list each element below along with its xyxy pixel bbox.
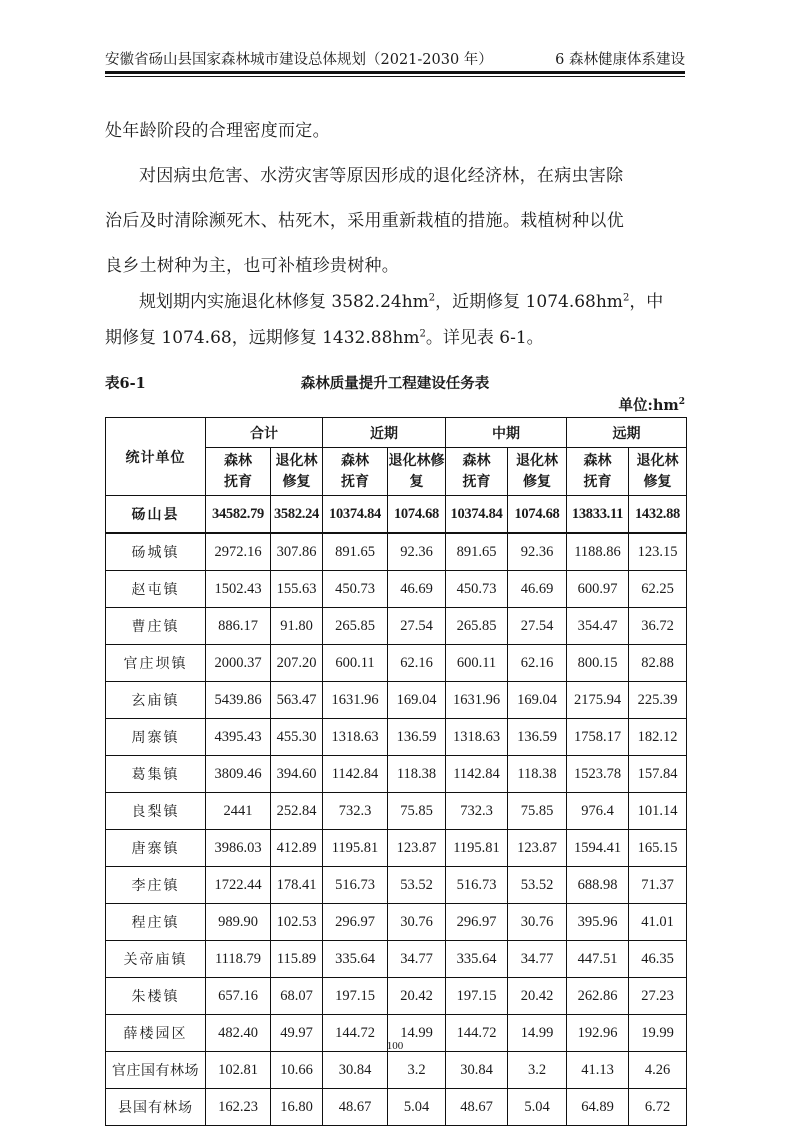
row-label: 李庄镇 xyxy=(106,867,206,904)
cell-value: 3.2 xyxy=(388,1052,446,1089)
cell-value: 4395.43 xyxy=(206,719,271,756)
column-header-tending: 森林 抚育 xyxy=(206,448,271,496)
cell-value: 123.87 xyxy=(388,830,446,867)
cell-value: 169.04 xyxy=(508,682,567,719)
cell-value: 46.69 xyxy=(508,571,567,608)
cell-value: 5439.86 xyxy=(206,682,271,719)
cell-value: 225.39 xyxy=(629,682,687,719)
cell-value: 30.76 xyxy=(388,904,446,941)
table-row xyxy=(106,533,687,571)
cell-value: 482.40 xyxy=(206,1015,271,1052)
paragraph-2-line-2 xyxy=(105,209,685,233)
table-title: 森林质量提升工程建设任务表 xyxy=(300,375,490,392)
row-label: 曹庄镇 xyxy=(106,608,206,645)
cell-value: 62.16 xyxy=(508,645,567,682)
table-row xyxy=(106,1052,687,1089)
cell-value: 1195.81 xyxy=(446,830,508,867)
cell-value: 1432.88 xyxy=(629,496,687,534)
paragraph-text: 对因病虫危害、水涝灾害等原因形成的退化经济林，在病虫害除 xyxy=(139,166,624,186)
paragraph-3-line-1 xyxy=(105,290,685,314)
superscript: 2 xyxy=(419,328,426,340)
cell-value: 82.88 xyxy=(629,645,687,682)
column-header-tending: 森林 抚育 xyxy=(446,448,508,496)
cell-value: 800.15 xyxy=(567,645,629,682)
table-row xyxy=(106,1089,687,1126)
column-header-restoration: 退化林 修复 xyxy=(629,448,687,496)
cell-value: 1142.84 xyxy=(446,756,508,793)
paragraph-1 xyxy=(105,119,685,143)
column-header-tending: 森林 抚育 xyxy=(567,448,629,496)
unit-superscript: 2 xyxy=(678,397,685,408)
cell-value: 891.65 xyxy=(446,533,508,571)
row-label: 砀山县 xyxy=(106,496,206,534)
cell-value: 3809.46 xyxy=(206,756,271,793)
cell-value: 178.41 xyxy=(271,867,323,904)
table-row xyxy=(106,571,687,608)
table-number: 表6-1 xyxy=(105,375,146,392)
cell-value: 1523.78 xyxy=(567,756,629,793)
cell-value: 265.85 xyxy=(446,608,508,645)
cell-value: 10.66 xyxy=(271,1052,323,1089)
column-group-near: 近期 xyxy=(323,418,446,448)
cell-value: 62.16 xyxy=(388,645,446,682)
column-header-restoration: 退化林 修复 xyxy=(508,448,567,496)
page-number: 100 xyxy=(386,1040,404,1052)
cell-value: 34.77 xyxy=(388,941,446,978)
cell-value: 600.97 xyxy=(567,571,629,608)
running-header xyxy=(105,47,685,69)
paragraph-text: 规划期内实施退化林修复 3582.24hm xyxy=(139,292,429,312)
cell-value: 30.76 xyxy=(508,904,567,941)
cell-value: 91.80 xyxy=(271,608,323,645)
table-row-total xyxy=(106,496,687,534)
cell-value: 2972.16 xyxy=(206,533,271,571)
cell-value: 165.15 xyxy=(629,830,687,867)
cell-value: 4.26 xyxy=(629,1052,687,1089)
cell-value: 102.53 xyxy=(271,904,323,941)
row-label: 唐寨镇 xyxy=(106,830,206,867)
cell-value: 53.52 xyxy=(388,867,446,904)
cell-value: 3986.03 xyxy=(206,830,271,867)
superscript: 2 xyxy=(622,292,630,304)
row-label: 官庄国有林场 xyxy=(106,1052,206,1089)
cell-value: 68.07 xyxy=(271,978,323,1015)
cell-value: 48.67 xyxy=(446,1089,508,1126)
cell-value: 34.77 xyxy=(508,941,567,978)
cell-value: 354.47 xyxy=(567,608,629,645)
cell-value: 123.15 xyxy=(629,533,687,571)
table-row xyxy=(106,904,687,941)
table-row xyxy=(106,719,687,756)
cell-value: 136.59 xyxy=(508,719,567,756)
cell-value: 46.35 xyxy=(629,941,687,978)
table-row xyxy=(106,608,687,645)
cell-value: 307.86 xyxy=(271,533,323,571)
row-label: 葛集镇 xyxy=(106,756,206,793)
cell-value: 101.14 xyxy=(629,793,687,830)
column-header-tending: 森林 抚育 xyxy=(323,448,388,496)
chapter-title: 6 森林健康体系建设 xyxy=(555,52,685,68)
cell-value: 265.85 xyxy=(323,608,388,645)
cell-value: 27.23 xyxy=(629,978,687,1015)
cell-value: 3582.24 xyxy=(271,496,323,534)
cell-value: 447.51 xyxy=(567,941,629,978)
cell-value: 1502.43 xyxy=(206,571,271,608)
cell-value: 49.97 xyxy=(271,1015,323,1052)
cell-value: 62.25 xyxy=(629,571,687,608)
cell-value: 118.38 xyxy=(388,756,446,793)
cell-value: 252.84 xyxy=(271,793,323,830)
cell-value: 207.20 xyxy=(271,645,323,682)
cell-value: 394.60 xyxy=(271,756,323,793)
cell-value: 92.36 xyxy=(508,533,567,571)
cell-value: 1631.96 xyxy=(323,682,388,719)
cell-value: 75.85 xyxy=(388,793,446,830)
cell-value: 989.90 xyxy=(206,904,271,941)
column-group-mid: 中期 xyxy=(446,418,567,448)
cell-value: 169.04 xyxy=(388,682,446,719)
cell-value: 1318.63 xyxy=(446,719,508,756)
row-label: 薛楼园区 xyxy=(106,1015,206,1052)
cell-value: 1118.79 xyxy=(206,941,271,978)
cell-value: 34582.79 xyxy=(206,496,271,534)
cell-value: 197.15 xyxy=(323,978,388,1015)
cell-value: 657.16 xyxy=(206,978,271,1015)
cell-value: 118.38 xyxy=(508,756,567,793)
row-label: 周寨镇 xyxy=(106,719,206,756)
paragraph-2-line-1 xyxy=(105,164,685,188)
cell-value: 115.89 xyxy=(271,941,323,978)
cell-value: 1188.86 xyxy=(567,533,629,571)
cell-value: 732.3 xyxy=(446,793,508,830)
table-row xyxy=(106,645,687,682)
cell-value: 71.37 xyxy=(629,867,687,904)
cell-value: 1074.68 xyxy=(388,496,446,534)
cell-value: 144.72 xyxy=(323,1015,388,1052)
cell-value: 6.72 xyxy=(629,1089,687,1126)
cell-value: 1195.81 xyxy=(323,830,388,867)
cell-value: 600.11 xyxy=(323,645,388,682)
cell-value: 162.23 xyxy=(206,1089,271,1126)
paragraph-text: 处年龄阶段的合理密度而定。 xyxy=(105,121,330,141)
cell-value: 563.47 xyxy=(271,682,323,719)
cell-value: 3.2 xyxy=(508,1052,567,1089)
cell-value: 46.69 xyxy=(388,571,446,608)
cell-value: 2000.37 xyxy=(206,645,271,682)
cell-value: 30.84 xyxy=(323,1052,388,1089)
row-label: 官庄坝镇 xyxy=(106,645,206,682)
cell-value: 123.87 xyxy=(508,830,567,867)
cell-value: 75.85 xyxy=(508,793,567,830)
table-unit xyxy=(618,394,685,415)
cell-value: 1594.41 xyxy=(567,830,629,867)
cell-value: 886.17 xyxy=(206,608,271,645)
column-header-restoration: 退化林修 复 xyxy=(388,448,446,496)
cell-value: 296.97 xyxy=(323,904,388,941)
header-rule-thick xyxy=(105,71,685,74)
cell-value: 296.97 xyxy=(446,904,508,941)
cell-value: 1722.44 xyxy=(206,867,271,904)
cell-value: 5.04 xyxy=(508,1089,567,1126)
paragraph-2-line-3 xyxy=(105,254,685,278)
cell-value: 36.72 xyxy=(629,608,687,645)
cell-value: 14.99 xyxy=(508,1015,567,1052)
cell-value: 262.86 xyxy=(567,978,629,1015)
row-label: 赵屯镇 xyxy=(106,571,206,608)
cell-value: 192.96 xyxy=(567,1015,629,1052)
row-label: 程庄镇 xyxy=(106,904,206,941)
cell-value: 1142.84 xyxy=(323,756,388,793)
cell-value: 30.84 xyxy=(446,1052,508,1089)
column-group-total: 合计 xyxy=(206,418,323,448)
table-row xyxy=(106,793,687,830)
cell-value: 41.13 xyxy=(567,1052,629,1089)
row-label: 良梨镇 xyxy=(106,793,206,830)
paragraph-3-line-2 xyxy=(105,326,685,350)
cell-value: 335.64 xyxy=(323,941,388,978)
cell-value: 1631.96 xyxy=(446,682,508,719)
cell-value: 16.80 xyxy=(271,1089,323,1126)
cell-value: 516.73 xyxy=(323,867,388,904)
cell-value: 19.99 xyxy=(629,1015,687,1052)
paragraph-text: 期修复 1074.68，远期修复 1432.88hm xyxy=(105,328,420,348)
cell-value: 182.12 xyxy=(629,719,687,756)
cell-value: 335.64 xyxy=(446,941,508,978)
row-label: 砀城镇 xyxy=(106,533,206,571)
column-group-far: 远期 xyxy=(567,418,687,448)
table-header-row-groups xyxy=(106,418,687,448)
cell-value: 450.73 xyxy=(446,571,508,608)
paragraph-text: ，中 xyxy=(629,292,664,312)
cell-value: 92.36 xyxy=(388,533,446,571)
cell-value: 14.99 xyxy=(388,1015,446,1052)
cell-value: 157.84 xyxy=(629,756,687,793)
cell-value: 48.67 xyxy=(323,1089,388,1126)
cell-value: 64.89 xyxy=(567,1089,629,1126)
superscript: 2 xyxy=(428,292,436,304)
cell-value: 155.63 xyxy=(271,571,323,608)
table-row xyxy=(106,941,687,978)
cell-value: 450.73 xyxy=(323,571,388,608)
cell-value: 27.54 xyxy=(388,608,446,645)
cell-value: 412.89 xyxy=(271,830,323,867)
paragraph-text: 治后及时清除濒死木、枯死木，采用重新栽植的措施。栽植树种以优 xyxy=(105,211,624,231)
row-label: 县国有林场 xyxy=(106,1089,206,1126)
row-label: 朱楼镇 xyxy=(106,978,206,1015)
table-row xyxy=(106,682,687,719)
cell-value: 732.3 xyxy=(323,793,388,830)
cell-value: 1318.63 xyxy=(323,719,388,756)
cell-value: 5.04 xyxy=(388,1089,446,1126)
paragraph-text: ，近期修复 1074.68hm xyxy=(435,292,623,312)
header-rule-thin xyxy=(105,76,685,77)
cell-value: 53.52 xyxy=(508,867,567,904)
paragraph-text: 。详见表 6-1。 xyxy=(425,328,544,348)
cell-value: 41.01 xyxy=(629,904,687,941)
cell-value: 20.42 xyxy=(508,978,567,1015)
unit-text: 单位:hm xyxy=(618,397,679,414)
cell-value: 27.54 xyxy=(508,608,567,645)
cell-value: 600.11 xyxy=(446,645,508,682)
row-label: 关帝庙镇 xyxy=(106,941,206,978)
row-label: 玄庙镇 xyxy=(106,682,206,719)
table-row xyxy=(106,867,687,904)
cell-value: 136.59 xyxy=(388,719,446,756)
cell-value: 144.72 xyxy=(446,1015,508,1052)
cell-value: 20.42 xyxy=(388,978,446,1015)
cell-value: 102.81 xyxy=(206,1052,271,1089)
cell-value: 1758.17 xyxy=(567,719,629,756)
paragraph-text: 良乡土树种为主，也可补植珍贵树种。 xyxy=(105,256,400,276)
cell-value: 891.65 xyxy=(323,533,388,571)
table-row xyxy=(106,830,687,867)
cell-value: 455.30 xyxy=(271,719,323,756)
cell-value: 2441 xyxy=(206,793,271,830)
document-title: 安徽省砀山县国家森林城市建设总体规划（2021-2030 年） xyxy=(105,52,493,68)
cell-value: 1074.68 xyxy=(508,496,567,534)
cell-value: 10374.84 xyxy=(446,496,508,534)
cell-value: 976.4 xyxy=(567,793,629,830)
column-header-restoration: 退化林 修复 xyxy=(271,448,323,496)
table-row xyxy=(106,978,687,1015)
table-row xyxy=(106,756,687,793)
cell-value: 688.98 xyxy=(567,867,629,904)
cell-value: 2175.94 xyxy=(567,682,629,719)
cell-value: 10374.84 xyxy=(323,496,388,534)
cell-value: 516.73 xyxy=(446,867,508,904)
forest-quality-table xyxy=(105,417,687,1126)
cell-value: 197.15 xyxy=(446,978,508,1015)
cell-value: 13833.11 xyxy=(567,496,629,534)
column-header-unit: 统计单位 xyxy=(106,418,206,496)
cell-value: 395.96 xyxy=(567,904,629,941)
